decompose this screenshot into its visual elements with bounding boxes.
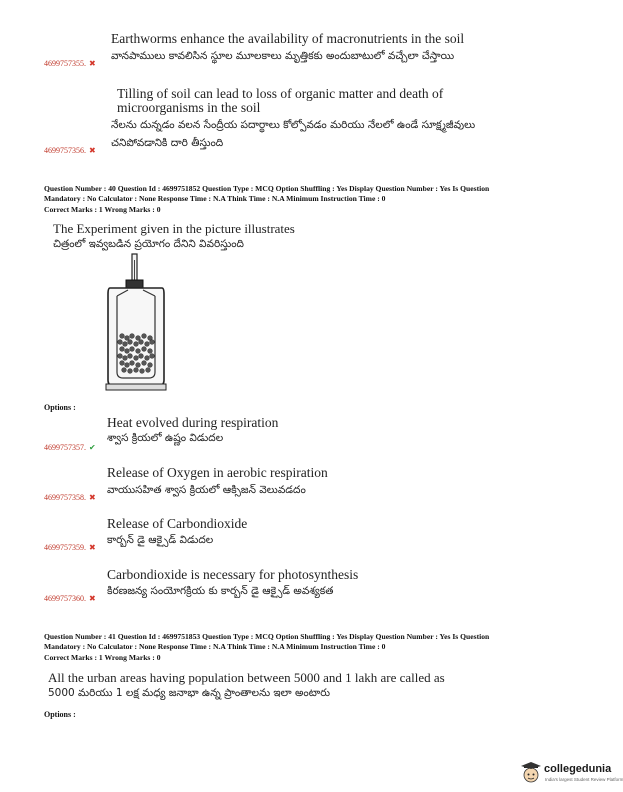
option-id-number: 4699757360.: [44, 594, 86, 603]
experiment-figure: [100, 254, 172, 394]
option-id: [44, 543, 96, 552]
cross-icon: ✖: [89, 543, 96, 552]
question-text-en: The Experiment given in the picture illustrates: [53, 221, 295, 236]
question-meta-line: Question Number : 40 Question Id : 4699751852 Question Type : MCQ Option Shuffling : Yes Display Question Number : Yes Is Question: [44, 184, 490, 193]
option-id: [44, 493, 96, 502]
cross-icon: ✖: [89, 493, 96, 502]
options-label: Options :: [44, 710, 76, 719]
option-text-te: చనిపోవడానికి దారి తీస్తుంది: [111, 137, 224, 149]
brand-tagline: India's largest Student Review Platform: [545, 777, 623, 782]
options-label: Options :: [44, 403, 76, 412]
thermos-flask-image: [100, 254, 172, 394]
option-id-number: 4699757358.: [44, 493, 86, 502]
question-text-te: చిత్రంలో ఇవ్వబడిన ప్రయోగం దేనిని వివరిస్తుంది: [53, 238, 244, 250]
option-id: [44, 594, 96, 603]
option-id: [44, 443, 96, 452]
option-text-te: నేలను దున్నడం వలన సేంద్రీయ పదార్థాలు కోల్పోవడం మరియు నేలలో ఉండే సూక్ష్మజీవులు: [111, 119, 476, 131]
question-meta-line: Mandatory : No Calculator : None Response Time : N.A Think Time : N.A Minimum Instruction Time : 0: [44, 194, 386, 203]
question-text-en: All the urban areas having population between 5000 and 1 lakh are called as: [48, 670, 445, 685]
cross-icon: ✖: [89, 146, 96, 155]
option-text-te: కార్బన్ డై ఆక్సైడ్ విడుదల: [107, 534, 214, 546]
question-marks: Correct Marks : 1 Wrong Marks : 0: [44, 205, 161, 214]
option-id-number: 4699757359.: [44, 543, 86, 552]
option-id: [44, 146, 96, 155]
brand-name: collegedunia: [544, 763, 612, 775]
question-text-te: 5000 మరియు 1 లక్ష మధ్య జనాభా ఉన్న ప్రాంతాలను ఇలా అంటారు: [48, 687, 331, 699]
brand-logo: [520, 760, 623, 788]
question-meta-line: Question Number : 41 Question Id : 4699751853 Question Type : MCQ Option Shuffling : Yes Display Question Number : Yes Is Question: [44, 632, 490, 641]
option-text-en: Release of Carbondioxide: [107, 516, 248, 531]
question-meta-line: Mandatory : No Calculator : None Response Time : N.A Think Time : N.A Minimum Instruction Time : 0: [44, 642, 386, 651]
option-text-en: Carbondioxide is necessary for photosynthesis: [107, 567, 359, 582]
cross-icon: ✖: [89, 594, 96, 603]
option-text-en: Heat evolved during respiration: [107, 415, 279, 430]
option-text-en: Release of Oxygen in aerobic respiration: [107, 465, 328, 480]
option-text-te: వాయుసహిత శ్వాస క్రియలో ఆక్సిజన్ వెలువడదం: [107, 484, 306, 496]
check-icon: ✔: [89, 443, 96, 452]
option-text-te: వానపాములు కావలిసిన స్థూల మూలకాలు మృత్తికకు అందుబాటులో వచ్చేలా చేస్తాయి: [111, 50, 455, 62]
option-text-en: Tilling of soil can lead to loss of organic matter and death of: [117, 86, 444, 101]
option-text-en: microorganisms in the soil: [117, 100, 261, 115]
option-id-number: 4699757356.: [44, 146, 86, 155]
question-marks: Correct Marks : 1 Wrong Marks : 0: [44, 653, 161, 662]
graduate-mascot-icon: [520, 762, 542, 784]
option-id-number: 4699757357.: [44, 443, 86, 452]
option-id: [44, 59, 96, 68]
cross-icon: ✖: [89, 59, 96, 68]
option-text-en: Earthworms enhance the availability of macronutrients in the soil: [111, 31, 465, 46]
option-text-te: శ్వాస క్రియలో ఉష్ణం విడుదల: [107, 432, 224, 444]
option-id-number: 4699757355.: [44, 59, 86, 68]
option-text-te: కిరణజన్య సంయోగక్రియ కు కార్బన్ డై ఆక్సైడ్ అవశ్యకత: [107, 585, 334, 597]
